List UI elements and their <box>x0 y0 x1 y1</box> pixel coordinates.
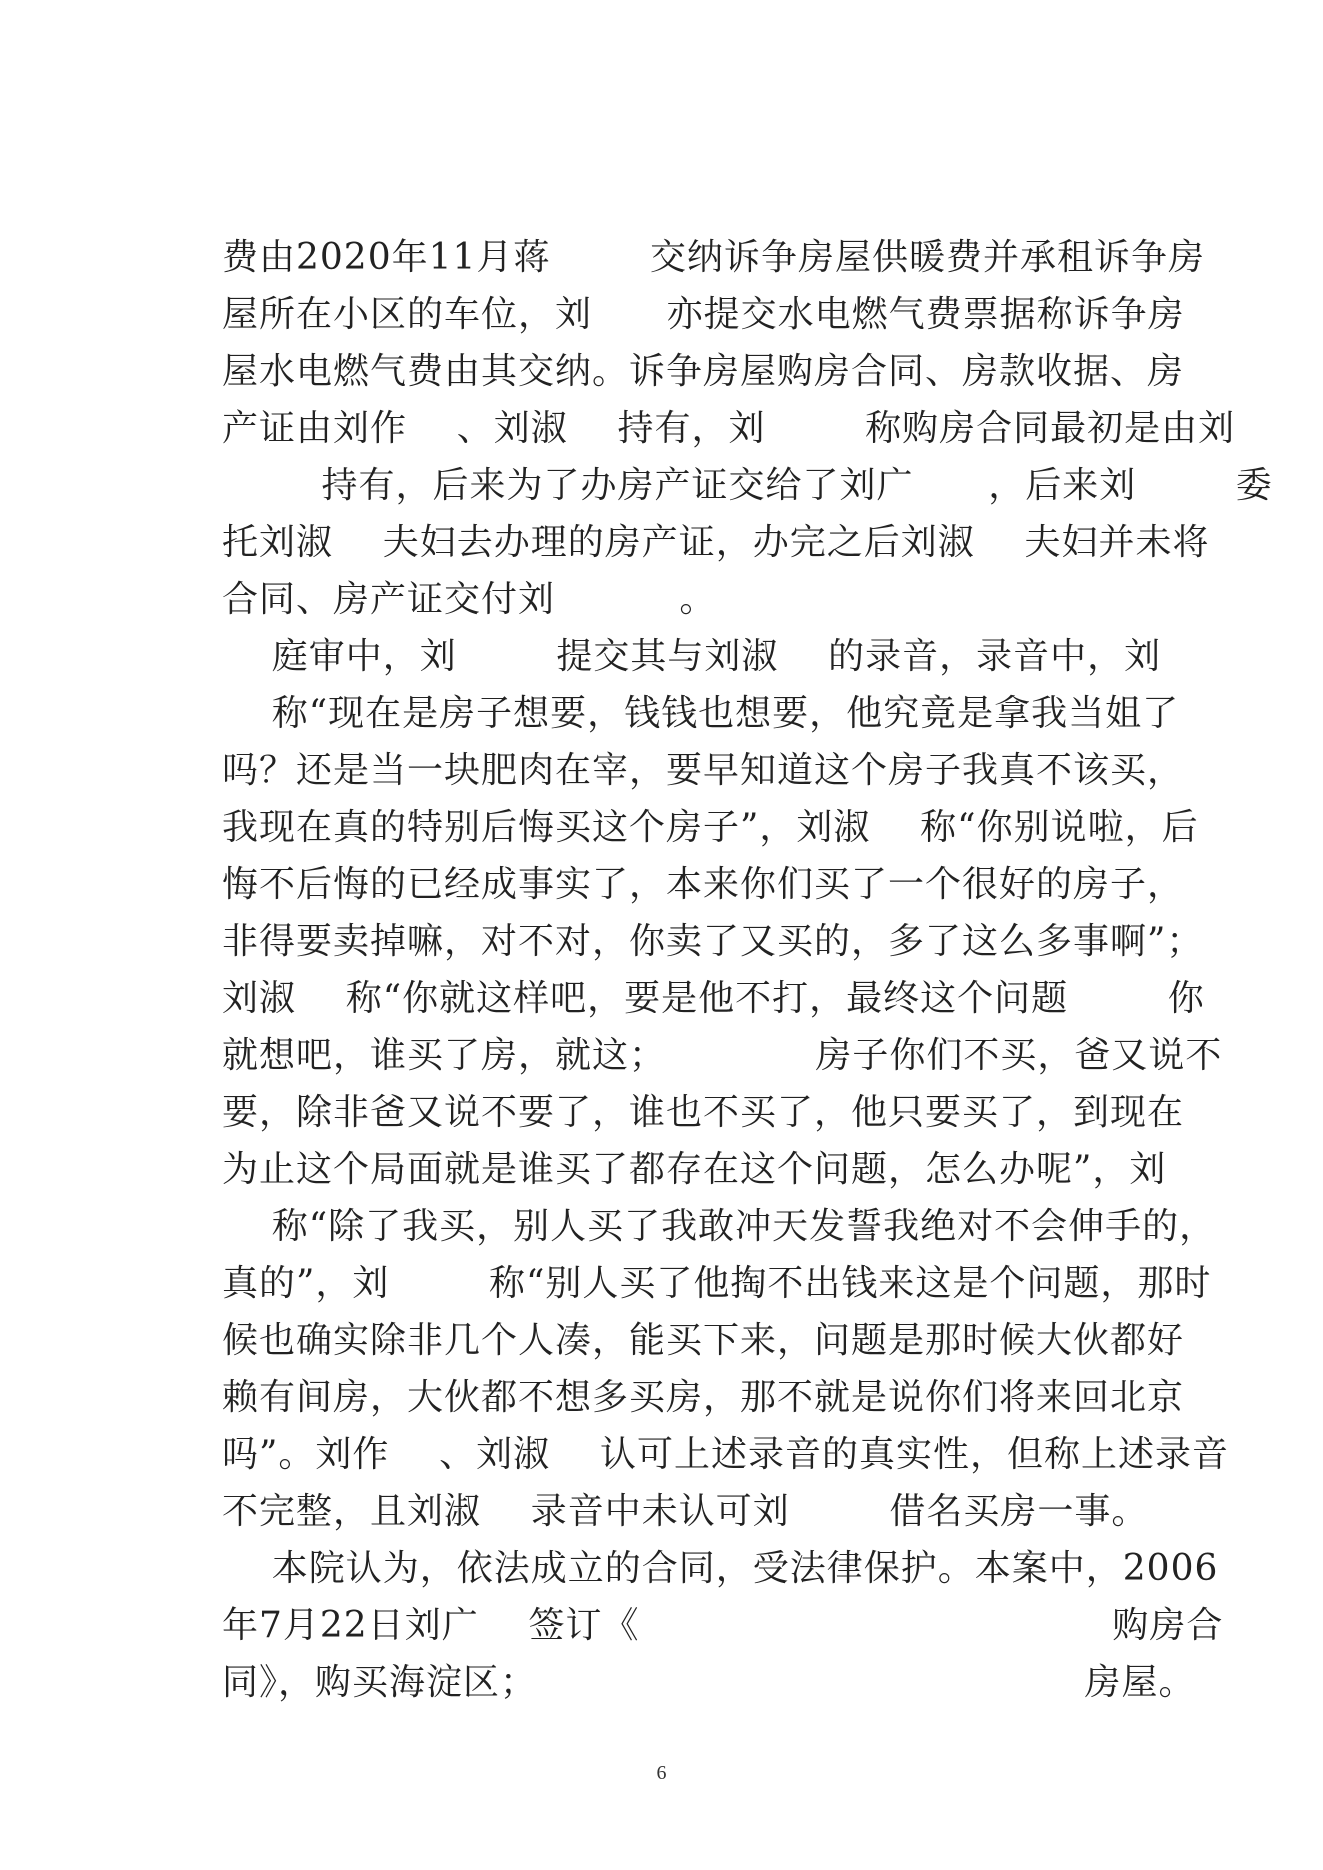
text-line: 称“除了我买，别人买了我敢冲天发誓我绝对不会伸手的， <box>222 1206 1217 1247</box>
page-number: 6 <box>656 1762 667 1784</box>
text-line: 刘淑 称“你就这样吧，要是他不打，最终这个问题 你 <box>222 978 1205 1019</box>
text-line: 就想吧，谁买了房，就这； 房子你们不买，爸又说不 <box>222 1035 1223 1076</box>
text-line: 吗”。刘作 、刘淑 认可上述录音的真实性，但称上述录音 <box>222 1434 1229 1475</box>
text-line: 屋所在小区的车位，刘 亦提交水电燃气费票据称诉争房 <box>222 294 1185 335</box>
text-line: 真的”，刘 称“别人买了他掏不出钱来这是个问题，那时 <box>222 1263 1212 1304</box>
text-line: 为止这个局面就是谁买了都存在这个问题，怎么办呢”，刘 <box>222 1149 1167 1190</box>
text-line: 非得要卖掉嘛，对不对，你卖了又买的，多了这么多事啊”； <box>222 921 1204 962</box>
text-line: 年7月22日刘广 签订《 购房合 <box>222 1605 1224 1646</box>
text-line: 托刘淑 夫妇去办理的房产证，办完之后刘淑 夫妇并未将 <box>222 522 1210 563</box>
text-line: 持有，后来为了办房产证交给了刘广 ，后来刘 委 <box>222 465 1273 506</box>
text-line: 候也确实除非几个人凑，能买下来，问题是那时候大伙都好 <box>222 1320 1185 1361</box>
text-line: 屋水电燃气费由其交纳。诉争房屋购房合同、房款收据、房 <box>222 351 1185 392</box>
text-line: 不完整，且刘淑 录音中未认可刘 借名买房一事。 <box>222 1491 1149 1532</box>
text-line: 合同、房产证交付刘 。 <box>222 579 717 620</box>
text-line: 庭审中，刘 提交其与刘淑 的录音，录音中，刘 <box>222 636 1162 677</box>
text-line: 费由2020年11月蒋 交纳诉争房屋供暖费并承租诉争房 <box>222 237 1205 278</box>
text-line: 吗？还是当一块肥肉在宰，要早知道这个房子我真不该买， <box>222 750 1185 791</box>
text-line: 称“现在是房子想要，钱钱也想要，他究竟是拿我当姐了 <box>222 693 1180 734</box>
text-line: 悔不后悔的已经成事实了，本来你们买了一个很好的房子， <box>222 864 1185 905</box>
text-line: 同》，购买海淀区； 房屋。 <box>222 1662 1196 1703</box>
text-line: 产证由刘作 、刘淑 持有，刘 称购房合同最初是由刘 <box>222 408 1236 449</box>
text-line: 赖有间房，大伙都不想多买房，那不就是说你们将来回北京 <box>222 1377 1185 1418</box>
text-line: 我现在真的特别后悔买这个房子”，刘淑 称“你别说啦，后 <box>222 807 1199 848</box>
text-line: 本院认为，依法成立的合同，受法律保护。本案中，2006 <box>222 1548 1219 1589</box>
text-line: 要，除非爸又说不要了，谁也不买了，他只要买了，到现在 <box>222 1092 1185 1133</box>
